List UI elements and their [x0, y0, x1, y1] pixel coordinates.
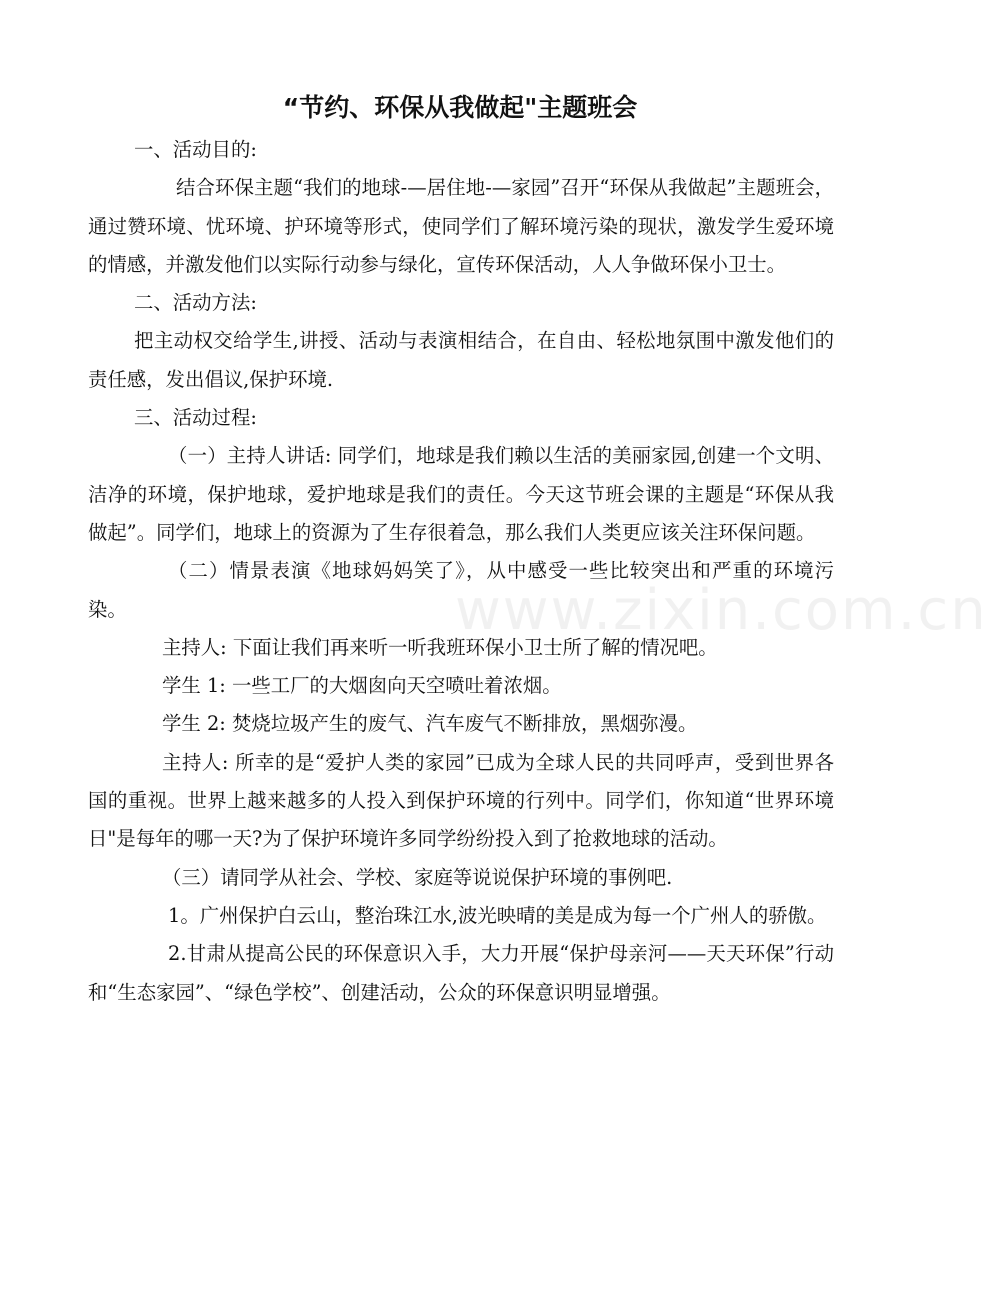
paragraph-purpose: 结合环保主题“我们的地球-—居住地-—家园”召开“环保从我做起”主题班会，通过赞环境、忧环境、护环境等形式，使同学们了解环境污染的现状，激发学生爱环境的情感，并激发他们以实际行动参与绿化，宣传环保活动，人人争做环保小卫士。 [88, 176, 834, 276]
paragraph-student-2: 学生 2: 焚烧垃圾产生的废气、汽车废气不断排放，黑烟弥漫。 [162, 712, 698, 736]
paragraph-host-line-1: 主持人: 下面让我们再来听一听我班环保小卫士所了解的情况吧。 [162, 635, 718, 659]
paragraph-example-1: 1。广州保护白云山，整治珠江水,波光映晴的美是成为每一个广州人的骄傲。 [168, 903, 827, 927]
document-title: “节约、环保从我做起"主题班会 [282, 93, 638, 122]
paragraph-example-2: 2.甘肃从提高公民的环保意识入手，大力开展“保护母亲河——天天环保”行动和“生态家园”、“绿色学校”、创建活动，公众的环保意识明显增强。 [88, 942, 834, 1004]
paragraph-host-speech: （一）主持人讲话: 同学们，地球是我们赖以生活的美丽家园,创建一个文明、洁净的环境，保护地球，爱护地球是我们的责任。今天这节班会课的主题是“环保从我做起”。同学们，地球上的资源为了生存很着急，那么我们人类更应该关注环保问题。 [88, 444, 834, 544]
document-body [88, 131, 834, 1012]
paragraph-method: 把主动权交给学生,讲授、活动与表演相结合，在自由、轻松地氛围中激发他们的责任感，发出倡议,保护环境. [88, 329, 834, 391]
watermark-text: www.zixin.com.cn [455, 578, 988, 643]
section-heading-purpose: 一、活动目的: [134, 138, 257, 161]
paragraph-scene-play: （二）情景表演《地球妈妈笑了》，从中感受一些比较突出和严重的环境污染。 [88, 559, 834, 621]
section-heading-process: 三、活动过程: [134, 406, 257, 430]
paragraph-student-1: 学生 1: 一些工厂的大烟囱向天空喷吐着浓烟。 [162, 674, 562, 698]
paragraph-host-line-2: 主持人: 所幸的是“爱护人类的家园”已成为全球人民的共同呼声，受到世界各国的重视。世界上越来越多的人投入到保护环境的行列中。同学们，你知道“世界环境日"是每年的哪一天?为了保护环境许多同学纷纷投入到了抢救地球的活动。 [88, 750, 834, 851]
paragraph-examples-intro: （三）请同学从社会、学校、家庭等说说保护环境的事例吧. [162, 865, 673, 889]
section-heading-method: 二、活动方法: [134, 291, 257, 315]
